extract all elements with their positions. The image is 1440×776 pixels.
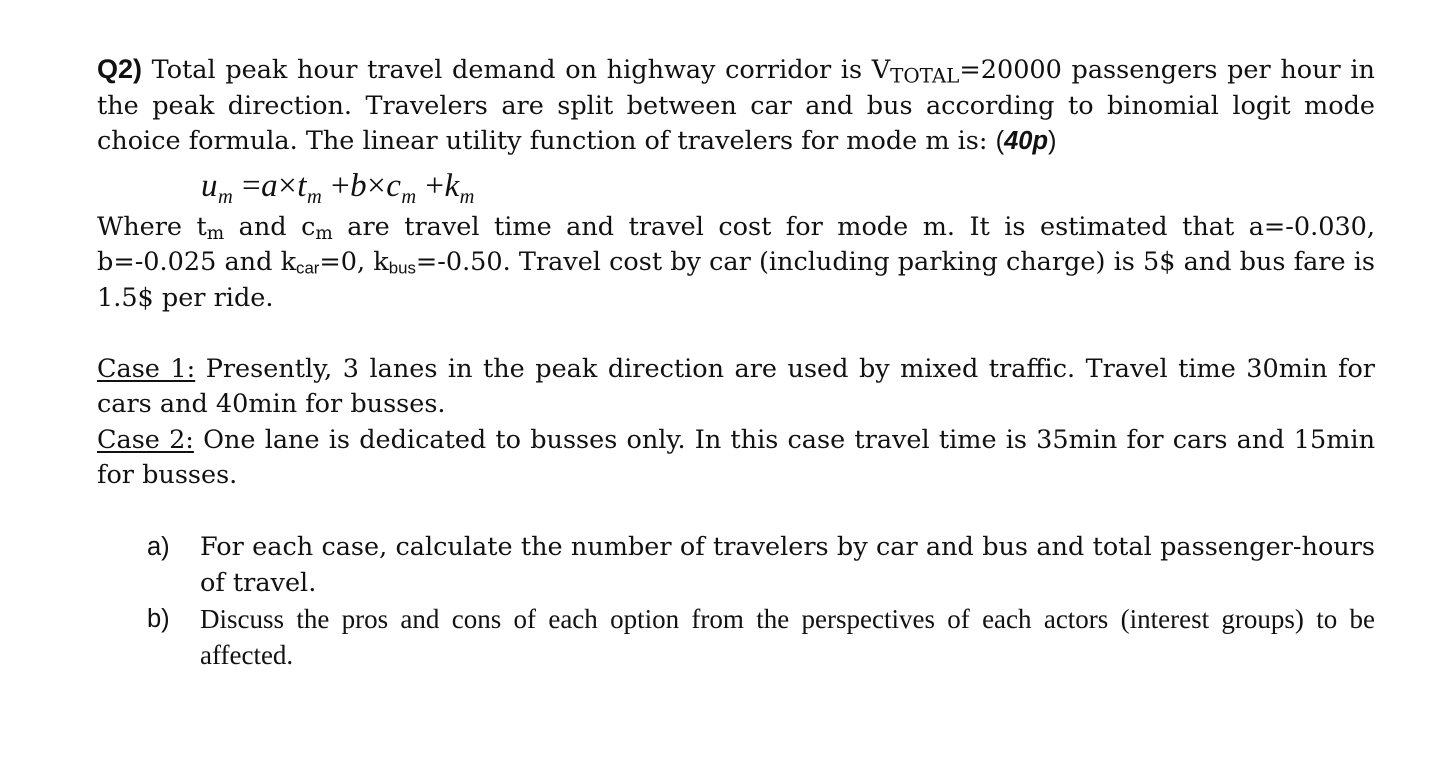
spacer <box>97 317 1375 352</box>
list-item-text-a: For each case, calculate the number of travelers by car and bus and total passenger-hours of travel. <box>200 531 1375 598</box>
question-intro-1: Total peak hour travel demand on highway corridor is V <box>142 55 891 85</box>
case-1-paragraph <box>97 352 1375 423</box>
question-intro-2: =20000 passengers per hour in the peak direction. Travelers are split between car and bus according to binomial logit mode choice formula. The linear utility function of travelers for mode m is: <box>97 55 1375 157</box>
case-2-label: Case 2: <box>97 424 194 455</box>
where-paragraph: Where $t_m$ and $c_m$ are travel time and travel cost for mode m. It is estimated that a=-0.030, b=-0.025 and kcar=0, kbus=-0.50. Travel cost by car (including parking charge) is 5$ and bus fare is 1.5$ per ride. <box>97 211 1375 313</box>
points-label: (40p) <box>995 127 1057 156</box>
question-paragraph <box>97 52 1375 160</box>
sub-question-list <box>147 529 1375 673</box>
document-page <box>97 52 1375 673</box>
v-total-subscript: TOTAL <box>890 64 960 88</box>
list-marker-a: a) <box>147 532 170 561</box>
list-item-text-b: Discuss the pros and cons of each option from the perspectives of each actors (interest groups) to be affected. <box>200 603 1375 670</box>
utility-formula: $u_m =a\times t_m +b\times c_m +k_m$ <box>201 167 475 208</box>
list-item <box>147 529 1375 601</box>
case-2-paragraph <box>97 423 1375 494</box>
question-label: Q2) <box>97 54 143 84</box>
case-2-text: One lane is dedicated to busses only. In this case travel time is 35min for cars and 15min for busses. <box>97 424 1376 491</box>
case-1-label: Case 1: <box>97 353 196 384</box>
list-item <box>147 601 1375 673</box>
case-1-text: Presently, 3 lanes in the peak direction are used by mixed traffic. Travel time 30min for cars and 40min for busses. <box>97 353 1375 420</box>
list-marker-b: b) <box>147 604 170 633</box>
